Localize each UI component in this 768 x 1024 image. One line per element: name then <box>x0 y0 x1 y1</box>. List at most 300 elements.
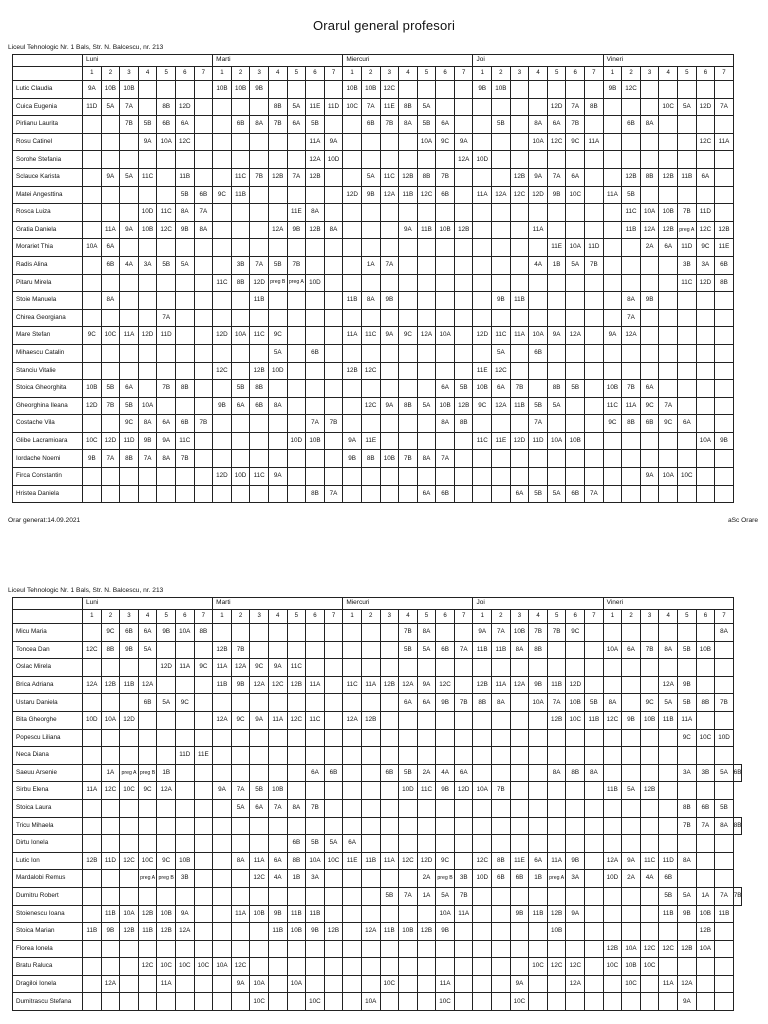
day-header: Miercuri <box>343 55 473 67</box>
class-cell <box>380 468 399 486</box>
class-cell <box>622 432 641 450</box>
class-cell <box>380 711 399 729</box>
class-cell: 10A <box>603 641 622 659</box>
class-cell: 10B <box>250 905 269 923</box>
brand-label: aSc Orare <box>727 517 758 524</box>
teacher-row <box>13 782 742 800</box>
class-cell: 9B <box>436 694 455 712</box>
class-cell <box>417 747 436 765</box>
class-cell <box>659 764 678 782</box>
class-cell <box>138 729 157 747</box>
teacher-name: Chirea Georgiana <box>13 309 83 327</box>
class-cell <box>436 958 455 976</box>
class-cell: 12C <box>640 940 659 958</box>
class-cell <box>399 993 418 1011</box>
class-cell <box>640 81 659 99</box>
class-cell: 7A <box>138 450 157 468</box>
class-cell <box>603 993 622 1011</box>
teacher-row <box>13 799 742 817</box>
class-cell <box>324 799 343 817</box>
class-cell <box>566 887 585 905</box>
day-header-row <box>13 55 734 67</box>
class-cell <box>324 782 343 800</box>
class-cell <box>696 958 715 976</box>
class-cell <box>287 81 306 99</box>
class-cell: 12B <box>306 168 325 186</box>
class-cell <box>361 468 380 486</box>
class-cell <box>678 659 697 677</box>
class-cell: 9C <box>101 624 120 642</box>
class-cell: 5B <box>678 694 697 712</box>
class-cell: 12B <box>120 923 139 941</box>
class-cell <box>157 676 176 694</box>
class-cell: 7A <box>696 817 715 835</box>
class-cell <box>696 344 715 362</box>
class-cell <box>343 923 362 941</box>
class-cell: 8A <box>417 450 436 468</box>
class-cell <box>585 116 604 134</box>
class-cell: 12D <box>138 327 157 345</box>
period-number: 6 <box>175 67 194 81</box>
class-cell: 6B <box>510 870 529 888</box>
class-cell <box>194 468 213 486</box>
class-cell: 9A <box>101 168 120 186</box>
class-cell <box>492 415 511 433</box>
class-cell: 9B <box>138 432 157 450</box>
class-cell <box>659 799 678 817</box>
period-number: 7 <box>585 610 604 624</box>
class-cell <box>194 292 213 310</box>
class-cell <box>120 940 139 958</box>
class-cell <box>213 151 232 169</box>
class-cell <box>101 116 120 134</box>
class-cell <box>175 239 194 257</box>
class-cell: 8B <box>454 415 473 433</box>
class-cell <box>696 852 715 870</box>
class-cell: 7B <box>733 887 742 905</box>
class-cell: 10B <box>101 81 120 99</box>
class-cell <box>510 659 529 677</box>
class-cell: 6B <box>306 344 325 362</box>
class-cell <box>436 659 455 677</box>
class-cell <box>361 415 380 433</box>
class-cell <box>640 799 659 817</box>
class-cell <box>120 975 139 993</box>
class-cell <box>213 993 232 1011</box>
class-cell: 12C <box>492 362 511 380</box>
class-cell <box>622 362 641 380</box>
class-cell: 10A <box>417 133 436 151</box>
class-cell: 11D <box>696 204 715 222</box>
class-cell: 6B <box>696 799 715 817</box>
class-cell: 6A <box>622 641 641 659</box>
class-cell <box>492 747 511 765</box>
class-cell <box>324 887 343 905</box>
class-cell <box>715 81 734 99</box>
class-cell: 12A <box>306 151 325 169</box>
class-cell <box>473 468 492 486</box>
class-cell <box>213 817 232 835</box>
class-cell <box>213 852 232 870</box>
class-cell <box>585 309 604 327</box>
class-cell <box>603 432 622 450</box>
class-cell <box>678 432 697 450</box>
class-cell <box>138 81 157 99</box>
class-cell <box>306 782 325 800</box>
class-cell <box>454 923 473 941</box>
class-cell: 10D <box>473 151 492 169</box>
class-cell <box>399 309 418 327</box>
teacher-row <box>13 344 734 362</box>
class-cell <box>138 799 157 817</box>
class-cell: 9C <box>175 694 194 712</box>
class-cell: 12B <box>678 940 697 958</box>
teacher-row <box>13 694 742 712</box>
class-cell: 12D <box>417 852 436 870</box>
class-cell <box>231 887 250 905</box>
class-cell <box>399 380 418 398</box>
class-cell <box>659 432 678 450</box>
teacher-row <box>13 432 734 450</box>
class-cell <box>343 958 362 976</box>
class-cell <box>454 835 473 853</box>
class-cell: 12B <box>287 676 306 694</box>
teacher-row <box>13 397 734 415</box>
class-cell: 9C <box>640 397 659 415</box>
class-cell: 9B <box>678 676 697 694</box>
class-cell: 12D <box>120 711 139 729</box>
class-cell: 7A <box>529 415 548 433</box>
class-cell <box>324 958 343 976</box>
class-cell <box>194 432 213 450</box>
class-cell: 9C <box>194 659 213 677</box>
class-cell: 2A <box>622 870 641 888</box>
class-cell <box>473 344 492 362</box>
class-cell <box>250 309 269 327</box>
class-cell <box>343 641 362 659</box>
class-cell <box>175 940 194 958</box>
class-cell <box>566 782 585 800</box>
class-cell <box>436 835 455 853</box>
class-cell <box>213 98 232 116</box>
class-cell <box>547 835 566 853</box>
class-cell: 10D <box>399 782 418 800</box>
class-cell <box>83 274 102 292</box>
class-cell <box>194 81 213 99</box>
class-cell: 5B <box>268 256 287 274</box>
class-cell <box>678 782 697 800</box>
class-cell <box>324 817 343 835</box>
class-cell: 11B <box>678 168 697 186</box>
class-cell <box>492 799 511 817</box>
class-cell: 11D <box>175 747 194 765</box>
class-cell <box>343 204 362 222</box>
period-number: 4 <box>529 67 548 81</box>
class-cell <box>454 309 473 327</box>
class-cell <box>83 993 102 1011</box>
class-cell <box>585 432 604 450</box>
class-cell <box>715 168 734 186</box>
class-cell: 12D <box>696 98 715 116</box>
class-cell: 9C <box>157 852 176 870</box>
class-cell: 12B <box>454 221 473 239</box>
class-cell: 9A <box>120 221 139 239</box>
class-cell <box>306 729 325 747</box>
class-cell <box>306 747 325 765</box>
class-cell: 10B <box>436 397 455 415</box>
class-cell <box>622 256 641 274</box>
class-cell <box>585 975 604 993</box>
class-cell <box>213 204 232 222</box>
class-cell: preg B <box>138 764 157 782</box>
class-cell <box>454 817 473 835</box>
class-cell <box>659 256 678 274</box>
class-cell: 8B <box>157 98 176 116</box>
teacher-name: Lutic Claudia <box>13 81 83 99</box>
class-cell <box>194 485 213 503</box>
class-cell <box>585 624 604 642</box>
class-cell <box>399 485 418 503</box>
class-cell <box>417 81 436 99</box>
class-cell <box>454 256 473 274</box>
class-cell <box>417 835 436 853</box>
class-cell <box>603 624 622 642</box>
class-cell: 6B <box>622 116 641 134</box>
class-cell <box>529 993 548 1011</box>
class-cell: 9A <box>473 624 492 642</box>
class-cell <box>696 711 715 729</box>
class-cell <box>454 327 473 345</box>
class-cell <box>715 641 734 659</box>
class-cell: 12C <box>120 852 139 870</box>
class-cell: 10C <box>640 958 659 976</box>
class-cell <box>603 98 622 116</box>
teacher-name: Matei Angesttina <box>13 186 83 204</box>
class-cell: 10C <box>324 852 343 870</box>
class-cell <box>120 659 139 677</box>
class-cell <box>622 817 641 835</box>
class-cell <box>566 641 585 659</box>
class-cell: 6B <box>138 694 157 712</box>
teacher-name: Florea Ionela <box>13 940 83 958</box>
class-cell <box>622 468 641 486</box>
teacher-row <box>13 747 742 765</box>
class-cell: 11A <box>213 659 232 677</box>
class-cell <box>194 870 213 888</box>
class-cell <box>399 817 418 835</box>
class-cell <box>622 747 641 765</box>
period-number: 2 <box>492 67 511 81</box>
class-cell <box>640 764 659 782</box>
class-cell <box>175 711 194 729</box>
class-cell <box>175 274 194 292</box>
class-cell <box>399 274 418 292</box>
class-cell <box>268 186 287 204</box>
class-cell: 6A <box>529 852 548 870</box>
class-cell <box>194 641 213 659</box>
generated-date: Orar generat:14.09.2021 <box>8 517 81 524</box>
class-cell: 7B <box>547 624 566 642</box>
class-cell: 8B <box>696 694 715 712</box>
class-cell: 9B <box>380 292 399 310</box>
class-cell <box>268 940 287 958</box>
class-cell <box>399 204 418 222</box>
class-cell <box>603 799 622 817</box>
period-number: 2 <box>101 610 120 624</box>
class-cell <box>138 98 157 116</box>
class-cell <box>83 729 102 747</box>
class-cell <box>510 81 529 99</box>
class-cell: 10C <box>83 432 102 450</box>
class-cell <box>473 204 492 222</box>
class-cell <box>715 852 734 870</box>
class-cell <box>361 659 380 677</box>
class-cell <box>343 975 362 993</box>
teacher-name: Stoie Manuela <box>13 292 83 310</box>
class-cell: 1B <box>157 764 176 782</box>
class-cell <box>640 362 659 380</box>
class-cell <box>324 274 343 292</box>
class-cell: 12C <box>473 852 492 870</box>
class-cell <box>659 186 678 204</box>
class-cell: 10A <box>436 905 455 923</box>
class-cell <box>678 624 697 642</box>
class-cell <box>547 468 566 486</box>
class-cell <box>696 327 715 345</box>
class-cell <box>83 309 102 327</box>
class-cell <box>83 887 102 905</box>
class-cell <box>268 151 287 169</box>
period-number: 6 <box>306 610 325 624</box>
class-cell: 7A <box>157 309 176 327</box>
class-cell: 7A <box>101 450 120 468</box>
class-cell <box>399 151 418 169</box>
class-cell: 12C <box>603 711 622 729</box>
class-cell <box>250 641 269 659</box>
class-cell <box>566 151 585 169</box>
class-cell <box>268 133 287 151</box>
class-cell <box>715 309 734 327</box>
class-cell <box>306 309 325 327</box>
class-cell <box>529 729 548 747</box>
class-cell: 10C <box>436 993 455 1011</box>
class-cell <box>492 256 511 274</box>
class-cell <box>715 958 734 976</box>
class-cell <box>417 659 436 677</box>
class-cell: 8B <box>399 397 418 415</box>
period-number: 4 <box>138 610 157 624</box>
class-cell <box>343 485 362 503</box>
teacher-name: Gheorghina Ileana <box>13 397 83 415</box>
class-cell: 12B <box>659 168 678 186</box>
class-cell <box>231 98 250 116</box>
class-cell <box>473 98 492 116</box>
class-cell <box>138 186 157 204</box>
class-cell <box>473 659 492 677</box>
class-cell: 11A <box>529 221 548 239</box>
class-cell <box>306 887 325 905</box>
class-cell <box>640 835 659 853</box>
class-cell <box>603 256 622 274</box>
class-cell: 11C <box>175 432 194 450</box>
class-cell <box>659 327 678 345</box>
class-cell <box>213 450 232 468</box>
class-cell: 11B <box>492 641 511 659</box>
class-cell <box>343 887 362 905</box>
period-number: 7 <box>715 67 734 81</box>
class-cell: 12B <box>101 676 120 694</box>
class-cell <box>622 133 641 151</box>
period-number: 2 <box>231 610 250 624</box>
class-cell: 11A <box>343 327 362 345</box>
class-cell <box>510 747 529 765</box>
class-cell <box>454 344 473 362</box>
class-cell <box>231 835 250 853</box>
class-cell: 9C <box>436 852 455 870</box>
class-cell <box>678 835 697 853</box>
class-cell <box>622 151 641 169</box>
class-cell <box>585 923 604 941</box>
period-header-row <box>13 610 742 624</box>
class-cell <box>529 380 548 398</box>
class-cell <box>268 729 287 747</box>
class-cell: 9B <box>231 676 250 694</box>
teacher-name: Dragiloi Ionela <box>13 975 83 993</box>
class-cell <box>361 975 380 993</box>
schedule-table-page-1 <box>12 54 734 503</box>
class-cell <box>194 98 213 116</box>
class-cell: 12A <box>157 782 176 800</box>
class-cell <box>101 415 120 433</box>
period-number: 4 <box>659 610 678 624</box>
teacher-name: Mare Stefan <box>13 327 83 345</box>
class-cell: 9A <box>250 711 269 729</box>
period-number: 1 <box>343 610 362 624</box>
class-cell: 5B <box>120 397 139 415</box>
class-cell <box>361 887 380 905</box>
period-number: 5 <box>417 610 436 624</box>
class-cell <box>678 116 697 134</box>
class-cell: 12C <box>622 81 641 99</box>
class-cell <box>399 711 418 729</box>
class-cell: 10C <box>175 958 194 976</box>
class-cell <box>659 116 678 134</box>
period-number: 6 <box>696 67 715 81</box>
class-cell <box>175 975 194 993</box>
class-cell: 6A <box>566 168 585 186</box>
class-cell <box>101 993 120 1011</box>
class-cell <box>231 729 250 747</box>
teacher-name: Brica Adriana <box>13 676 83 694</box>
teacher-name: Mihaescu Catalin <box>13 344 83 362</box>
class-cell <box>603 887 622 905</box>
class-cell <box>101 958 120 976</box>
class-cell: 9C <box>120 415 139 433</box>
class-cell <box>138 975 157 993</box>
class-cell <box>83 659 102 677</box>
class-cell <box>83 835 102 853</box>
class-cell <box>585 151 604 169</box>
class-cell: 11B <box>268 923 287 941</box>
class-cell <box>454 292 473 310</box>
teacher-row <box>13 870 742 888</box>
class-cell <box>585 729 604 747</box>
class-cell <box>473 292 492 310</box>
class-cell: 10C <box>101 327 120 345</box>
class-cell <box>492 151 511 169</box>
teacher-row <box>13 362 734 380</box>
class-cell <box>715 711 734 729</box>
